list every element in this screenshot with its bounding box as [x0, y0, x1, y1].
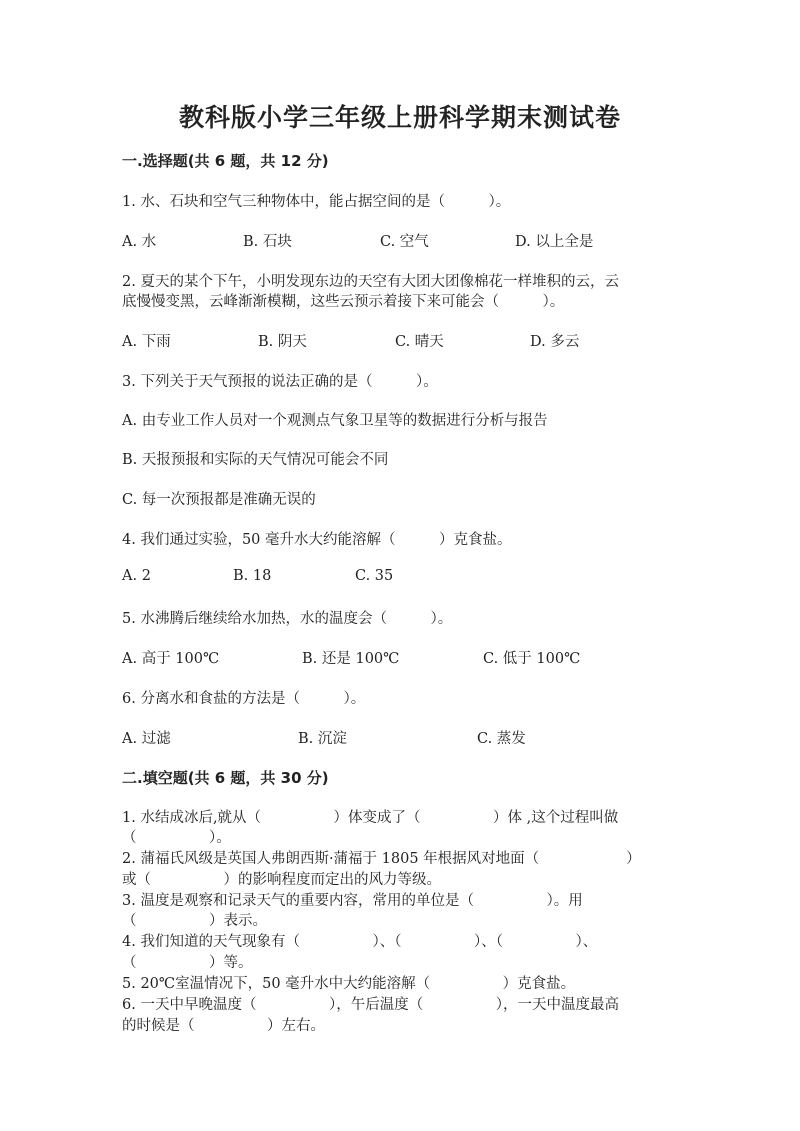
question-1-option-b: B. 石块 [243, 234, 292, 250]
fill-in-line: 的时候是（ ）左右。 [122, 1018, 325, 1034]
question-2-option-c: C. 晴天 [395, 334, 444, 350]
question-5-option-a: A. 高于 100℃ [122, 651, 220, 667]
page-title: 教科版小学三年级上册科学期末测试卷 [178, 103, 621, 132]
question-4-stem: 4. 我们通过实验，50 毫升水大约能溶解（ ）克食盐。 [122, 532, 512, 548]
question-5-option-c: C. 低于 100℃ [483, 651, 581, 667]
question-2-stem-line-1: 2. 夏天的某个下午，小明发现东边的天空有大团大团像棉花一样堆积的云，云 [122, 274, 619, 290]
question-6-stem: 6. 分离水和食盐的方法是（ ）。 [122, 691, 366, 707]
question-2-option-d: D. 多云 [530, 334, 580, 350]
fill-in-line: 6. 一天中早晚温度（ ），午后温度（ ），一天中温度最高 [122, 997, 619, 1013]
fill-in-line: （ ）。 [122, 830, 231, 846]
question-3-option-b: B. 天报预报和实际的天气情况可能会不同 [122, 452, 389, 468]
question-1-stem: 1. 水、石块和空气三种物体中，能占据空间的是（ ）。 [122, 194, 511, 210]
question-6-option-c: C. 蒸发 [477, 731, 526, 747]
question-2-option-b: B. 阴天 [258, 334, 307, 350]
question-6-option-a: A. 过滤 [122, 731, 171, 747]
question-1-option-c: C. 空气 [380, 234, 429, 250]
fill-in-line: 或（ ）的影响程度而定出的风力等级。 [122, 872, 441, 888]
question-4-option-a: A. 2 [122, 568, 151, 584]
question-2-option-a: A. 下雨 [122, 334, 171, 350]
question-3-stem: 3. 下列关于天气预报的说法正确的是（ ）。 [122, 374, 438, 390]
question-1-option-a: A. 水 [122, 234, 157, 250]
fill-in-line: 3. 温度是观察和记录天气的重要内容，常用的单位是（ ）。用 [122, 893, 583, 909]
fill-in-line: 2. 蒲福氏风级是英国人弗朗西斯·蒲福于 1805 年根据风对地面（ ） [122, 851, 641, 867]
question-5-stem: 5. 水沸腾后继续给水加热，水的温度会（ ）。 [122, 611, 453, 627]
question-5-option-b: B. 还是 100℃ [302, 651, 400, 667]
fill-in-line: 5. 20℃室温情况下，50 毫升水中大约能溶解（ ）克食盐。 [122, 976, 576, 992]
question-6-option-b: B. 沉淀 [298, 731, 347, 747]
fill-in-line: 1. 水结成冰后,就从（ ）体变成了（ ）体 ,这个过程叫做 [122, 810, 619, 826]
question-4-option-c: C. 35 [355, 568, 394, 584]
section-heading-choice: 一.选择题(共 6 题，共 12 分) [122, 152, 329, 170]
section-heading-fill-in: 二.填空题(共 6 题，共 30 分) [122, 769, 329, 787]
question-1-option-d: D. 以上全是 [515, 234, 594, 250]
question-4-option-b: B. 18 [233, 568, 272, 584]
question-3-option-c: C. 每一次预报都是准确无误的 [122, 492, 316, 508]
fill-in-line: （ ）表示。 [122, 913, 267, 929]
fill-in-line: （ ）等。 [122, 955, 253, 971]
question-3-option-a: A. 由专业工作人员对一个观测点气象卫星等的数据进行分析与报告 [122, 413, 548, 429]
fill-in-line: 4. 我们知道的天气现象有（ ）、（ ）、（ ）、 [122, 934, 598, 950]
question-2-stem-line-2: 底慢慢变黑，云峰渐渐模糊，这些云预示着接下来可能会（ ）。 [122, 294, 565, 310]
